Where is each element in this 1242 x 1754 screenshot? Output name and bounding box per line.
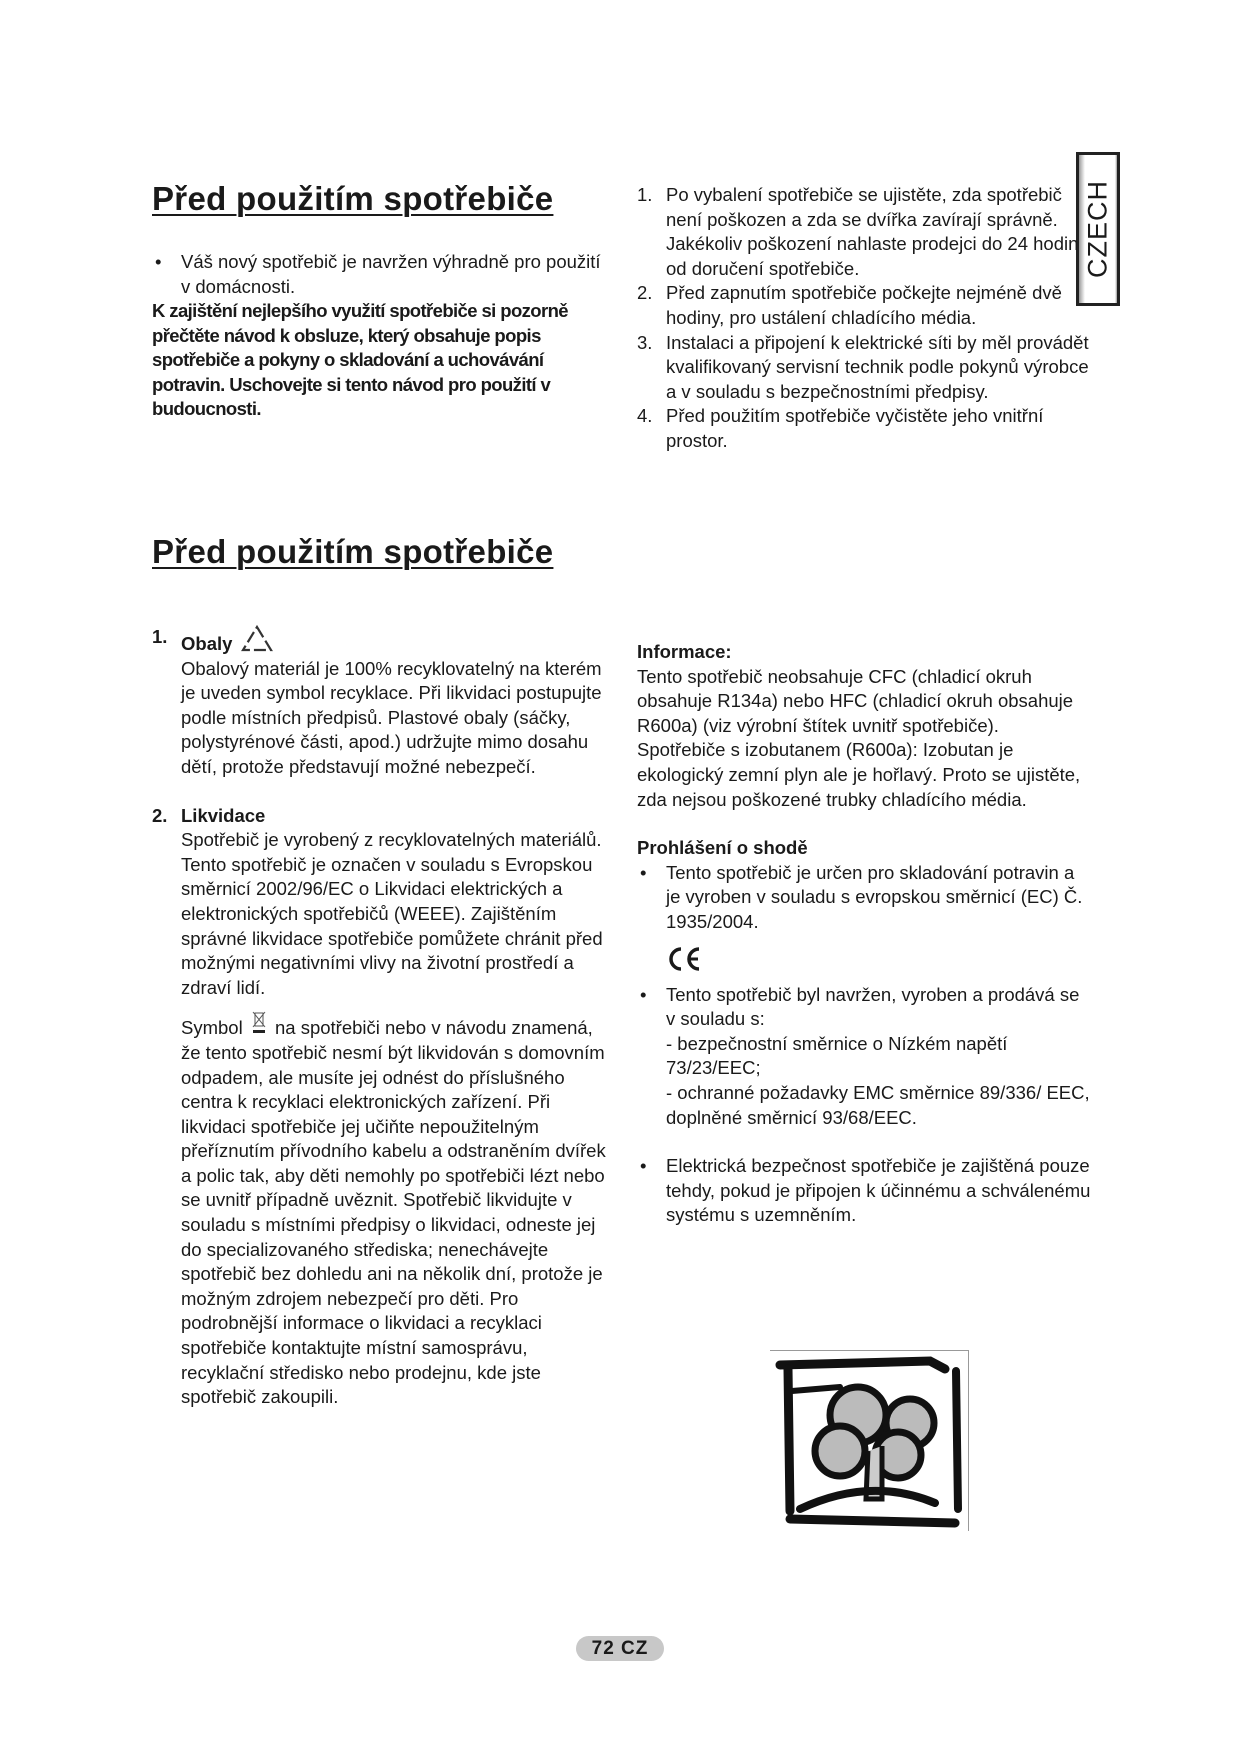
intro-bold-note: K zajištění nejlepšího využití spotřebiče si pozorně přečtěte návod k obsluze, který obsahuje popis spotřebiče a pokyny o skladování a uchovávání potravin. Uschovejte si tento návod pro použití v budoucnosti. [152, 300, 568, 420]
section2-left [152, 625, 607, 1410]
conformity-title: Prohlášení o shodě [637, 837, 808, 859]
tree-eco-label-icon [770, 1351, 968, 1531]
conformity-bullet-2: • Tento spotřebič byl navržen, vyroben a prodává se v souladu s: - bezpečnostní směrnice o Nízkém napětí 73/23/EEC; - ochranné požadavky EMC směrnice 89/336/ EEC, doplněné směrnicí 93/68/EEC. [637, 983, 1092, 1131]
section2-heading: Před použitím spotřebiče [152, 533, 554, 570]
ce-mark-icon [666, 945, 702, 973]
disposal-title: Likvidace [181, 804, 266, 826]
step-item: 3. Instalaci a připojení k elektrické síti by měl provádět kvalifikovaný servisní technik podle pokynů výrobce a v souladu s bezpečnostními předpisy. [637, 331, 1089, 402]
packaging-title: Obaly [181, 633, 233, 654]
step-item: 2. Před zapnutím spotřebiče počkejte nejméně dvě hodiny, pro ustálení chladícího média. [637, 282, 1062, 328]
page-number: 72 CZ [576, 1636, 664, 1661]
conformity-bullet-3: • Elektrická bezpečnost spotřebiče je zajištěná pouze tehdy, pokud je připojen k účinnému a schválenému systému s uzemněním. [637, 1154, 1092, 1228]
step-item: 4. Před použitím spotřebiče vyčistěte jeho vnitřní prostor. [637, 405, 1044, 451]
conformity-bullet-1: • Tento spotřebič je určen pro skladování potravin a je vyroben v souladu s evropskou směrnicí (EC) Č. 1935/2004. [637, 861, 1092, 935]
recycle-icon [241, 625, 273, 653]
section1-heading: Před použitím spotřebiče [152, 180, 554, 217]
packaging-text: Obalový materiál je 100% recyklovatelný na kterém je uveden symbol recyklace. Při likvidaci postupujte podle místních předpisů. Plastové obaly (sáčky, polystyrénové části, apod.) udržujte mimo dosahu dětí, protože představují možné nebezpečí. [181, 657, 602, 777]
disposal-text: Spotřebič je vyrobený z recyklovatelných materiálů. Tento spotřebič je označen v souladu s Evropskou směrnicí 2002/96/EC o Likvidaci elektrických a elektronických spotřebičů (WEEE). Zajištěním správné likvidace spotřebiče pomůžete chránit před možnými negativními vlivy na životní prostředí a zdraví lidí. [181, 829, 603, 998]
language-tab-label: CZECH [1082, 180, 1113, 278]
eco-label-logo [770, 1350, 969, 1531]
section1-left [152, 250, 607, 422]
ce-mark-row [637, 935, 1092, 983]
intro-bullet: • Váš nový spotřebič je navržen výhradně pro použití v domácnosti. [152, 250, 607, 299]
info-text-1: Tento spotřebič neobsahuje CFC (chladicí okruh obsahuje R134a) nebo HFC (chladicí okruh obsahuje R600a) (viz výrobní štítek uvnitř spotřebiče). [637, 665, 1074, 736]
weee-bin-icon [251, 1010, 267, 1036]
section2-right [637, 640, 1092, 1228]
info-title: Informace: [637, 641, 732, 662]
disposal-item-packaging: 1. Obaly Obalový materiál je 100% recyklovatelný na kterém je uveden symbol recyklace. Při likvidaci postupujte podle místních předpisů. Plastové obaly (sáčky, polystyrénové části, apod.) udržujte mimo dosahu dětí, protože představují možné nebezpečí. [152, 625, 607, 804]
weee-paragraph: Symbol na spotřebiči nebo v návodu znamená, že tento spotřebič nesmí být likvidován s domovním odpadem, ale musíte jej odnést do příslušného centra k recyklaci elektronických zařízení. Při likvidaci spotřebiče jej učiňte nepoužitelným přeříznutím přívodního kabelu a odstraněním dvířek a polic tak, aby děti nemohly po spotřebiči lézt nebo se uvnitř případně uvěznit. Spotřebič likvidujte v souladu s místními předpisy o likvidaci, odneste jej do specializovaného střediska; nenechávejte spotřebič bez dohledu ani na několik dní, protože je možným zdrojem nebezpečí pro děti. Pro podrobnější informace o likvidaci a recyklaci spotřebiče kontaktujte místní samosprávu, recyklační středisko nebo prodejnu, kde jste spotřebič zakoupili. [181, 1010, 607, 1410]
disposal-item-recycling: 2. Likvidace Spotřebič je vyrobený z recyklovatelných materiálů. Tento spotřebič je označen v souladu s Evropskou směrnicí 2002/96/EC o Likvidaci elektrických a elektronických spotřebičů (WEEE). Zajištěním správné likvidace spotřebiče pomůžete chránit před možnými negativními vlivy na životní prostředí a zdraví lidí. Symbol na spotřebiči nebo v návodu znamená, že tento spotřebič nesmí být likvidován s domovním odpadem, ale musíte jej odnést do příslušného centra k recyklaci elektronických zařízení. Při likvidaci spotřebiče jej učiňte nepoužitelným přeříznutím přívodního kabelu a odstraněním dvířek a polic tak, aby děti nemohly po spotřebiči lézt nebo se uvnitř případně uvěznit. Spotřebič likvidujte v souladu s místními předpisy o likvidaci, odneste jej do specializovaného střediska; nenechávejte spotřebič bez dohledu ani na několik dní, protože je možným zdrojem nebezpečí pro děti. Pro podrobnější informace o likvidaci a recyklaci spotřebiče kontaktujte místní samosprávu, recyklační středisko nebo prodejnu, kde jste spotřebič zakoupili. [152, 804, 607, 1410]
section1-steps [637, 183, 1092, 454]
info-text-2: Spotřebiče s izobutanem (R600a): Izobutan je ekologický zemní plyn ale je hořlavý. Proto se ujistěte, zda nejsou poškozené trubky chladícího média. [637, 739, 1081, 810]
step-item: 1. Po vybalení spotřebiče se ujistěte, zda spotřebič není poškozen a zda se dvířka zavírají správně. Jakékoliv poškození nahlaste prodejci do 24 hodin od doručení spotřebiče. [637, 184, 1079, 279]
